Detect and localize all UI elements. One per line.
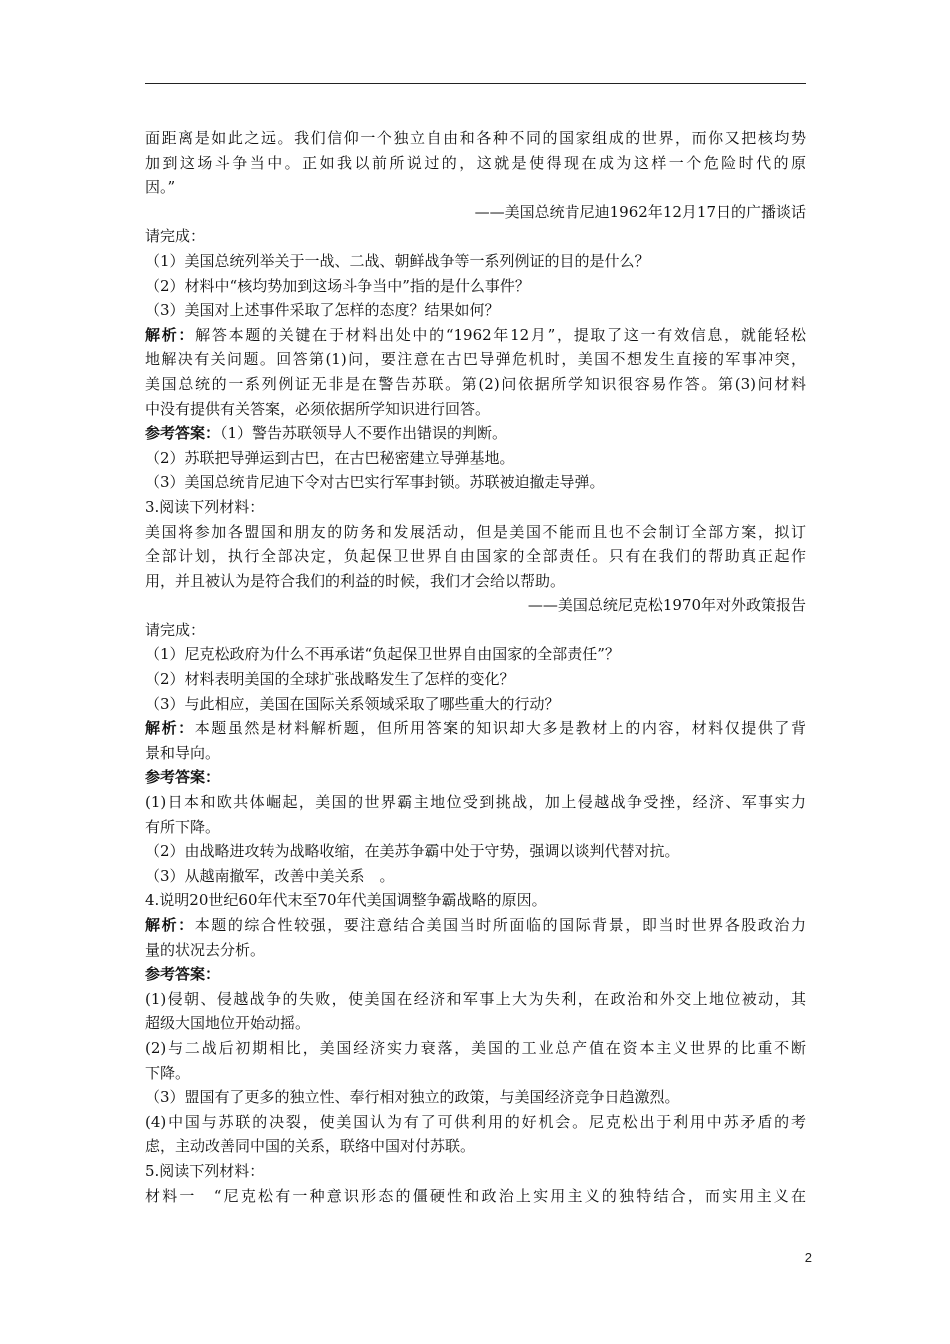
line-text: 用，并且被认为是符合我们的利益的时候，我们才会给以帮助。 [145, 571, 566, 590]
text-line [145, 224, 806, 249]
text-line [145, 667, 806, 692]
text-line [145, 692, 806, 717]
text-line [145, 323, 806, 348]
line-text: 下降。 [145, 1063, 191, 1082]
text-line [145, 1085, 806, 1110]
page-number: 2 [804, 1250, 812, 1265]
text-line [145, 1061, 806, 1086]
text-line [145, 1159, 806, 1184]
line-label: 参考答案： [145, 965, 221, 984]
line-text: （1）美国总统列举关于一战、二战、朝鲜战争等一系列例证的目的是什么？ [145, 251, 650, 270]
line-label: 解析： [145, 916, 195, 934]
line-text: ——美国总统肯尼迪1962年12月17日的广播谈话 [474, 202, 806, 221]
line-text: （3）美国对上述事件采取了怎样的态度？结果如何？ [145, 301, 500, 320]
text-line [145, 126, 806, 151]
text-line [145, 1184, 806, 1209]
text-line [145, 520, 806, 545]
line-text: (4)中国与苏联的决裂，使美国认为有了可供利用的好机会。尼克松出于利用中苏矛盾的考 [145, 1112, 806, 1131]
text-line [145, 372, 806, 397]
line-text: 3.阅读下列材料： [145, 497, 265, 516]
page-body [145, 126, 806, 1208]
text-line [145, 347, 806, 372]
text-line [145, 1134, 806, 1159]
line-label: 参考答案： [145, 768, 221, 787]
header-rule [145, 83, 806, 84]
text-line [145, 470, 806, 495]
text-line [145, 446, 806, 471]
text-line [145, 544, 806, 569]
line-text: 请完成： [145, 227, 206, 246]
line-text: 因。” [145, 178, 176, 197]
line-text: ——美国总统尼克松1970年对外政策报告 [527, 596, 806, 615]
line-text: 地解决有关问题。回答第(1)问，要注意在古巴导弹危机时，美国不想发生直接的军事冲突， [145, 350, 806, 369]
line-text: 面距离是如此之远。我们信仰一个独立自由和各种不同的国家组成的世界，而你又把核均势 [145, 129, 806, 147]
line-text: （1）尼克松政府为什么不再承诺“负起保卫世界自由国家的全部责任”？ [145, 645, 620, 664]
text-line [145, 765, 806, 790]
line-text: 景和导向。 [145, 743, 221, 762]
text-line [145, 200, 806, 225]
line-text: 虑，主动改善同中国的关系，联络中国对付苏联。 [145, 1137, 476, 1156]
text-line [145, 569, 806, 594]
text-line [145, 1110, 806, 1135]
line-text: 量的状况去分析。 [145, 940, 266, 959]
text-line [145, 397, 806, 422]
line-text: （2）材料中“核均势加到这场斗争当中”指的是什么事件？ [145, 276, 530, 295]
line-label: 参考答案： [145, 424, 221, 443]
text-line [145, 618, 806, 643]
text-line [145, 962, 806, 987]
line-text: 全部计划，执行全部决定，负起保卫世界自由国家的全部责任。只有在我们的帮助真正起作 [145, 547, 806, 566]
line-text: 超级大国地位开始动摇。 [145, 1014, 311, 1033]
line-text: (2)与二战后初期相比，美国经济实力衰落，美国的工业总产值在资本主义世界的比重不断 [145, 1038, 806, 1057]
text-line [145, 495, 806, 520]
text-line [145, 1011, 806, 1036]
line-text: 美国总统的一系列例证无非是在警告苏联。第(2)问依据所学知识很容易作答。第(3)问材料 [145, 374, 806, 393]
line-label: 解析： [145, 719, 195, 738]
line-text: (1)日本和欧共体崛起，美国的世界霸主地位受到挑战，加上侵越战争受挫，经济、军事实力 [145, 793, 806, 812]
line-text: （2）苏联把导弹运到古巴，在古巴秘密建立导弹基地。 [145, 448, 515, 467]
line-label: 解析： [145, 325, 196, 344]
line-text: （2）由战略进攻转为战略收缩，在美苏争霸中处于守势，强调以谈判代替对抗。 [145, 842, 680, 861]
text-line [145, 298, 806, 323]
line-text: 美国将参加各盟国和朋友的防务和发展活动，但是美国不能而且也不会制订全部方案，拟订 [145, 522, 806, 541]
text-line [145, 987, 806, 1012]
line-text: (1)侵朝、侵越战争的失败，使美国在经济和军事上大为失利，在政治和外交上地位被动，其 [145, 989, 806, 1008]
line-text: （3）盟国有了更多的独立性、奉行相对独立的政策，与美国经济竞争日趋激烈。 [145, 1088, 680, 1107]
text-line [145, 716, 806, 741]
line-text: （1）警告苏联领导人不要作出错误的判断。 [220, 424, 508, 443]
text-line [145, 1036, 806, 1061]
line-text: （3）从越南撤军，改善中美关系 。 [145, 866, 395, 885]
text-line [145, 938, 806, 963]
text-line [145, 815, 806, 840]
text-line [145, 888, 806, 913]
line-text: 有所下降。 [145, 817, 221, 836]
line-text: 加到这场斗争当中。正如我以前所说过的，这就是使得现在成为这样一个危险时代的原 [145, 153, 806, 172]
line-text: 4.说明20世纪60年代末至70年代美国调整争霸战略的原因。 [145, 891, 547, 910]
text-line [145, 741, 806, 766]
text-line [145, 249, 806, 274]
text-line [145, 274, 806, 299]
text-line [145, 151, 806, 176]
text-line [145, 593, 806, 618]
text-line [145, 642, 806, 667]
line-text: （2）材料表明美国的全球扩张战略发生了怎样的变化？ [145, 670, 515, 689]
line-text: 中没有提供有关答案，必须依据所学知识进行回答。 [145, 399, 491, 418]
line-text: 5.阅读下列材料： [145, 1161, 265, 1180]
text-line [145, 175, 806, 200]
text-line [145, 790, 806, 815]
line-text: 本题虽然是材料解析题，但所用答案的知识却大多是教材上的内容，材料仅提供了背 [194, 719, 806, 738]
line-text: 本题的综合性较强，要注意结合美国当时所面临的国际背景，即当时世界各股政治力 [194, 916, 806, 934]
text-line [145, 839, 806, 864]
line-text: 解答本题的关键在于材料出处中的“1962年12月”，提取了这一有效信息，就能轻松 [195, 325, 806, 344]
line-text: （3）与此相应，美国在国际关系领域采取了哪些重大的行动？ [145, 694, 560, 713]
line-text: 材料一 “尼克松有一种意识形态的僵硬性和政治上实用主义的独特结合，而实用主义在 [145, 1186, 806, 1205]
text-line [145, 913, 806, 938]
line-text: 请完成： [145, 620, 206, 639]
text-line [145, 421, 806, 446]
text-line [145, 864, 806, 889]
line-text: （3）美国总统肯尼迪下令对古巴实行军事封锁。苏联被迫撤走导弹。 [145, 473, 605, 492]
